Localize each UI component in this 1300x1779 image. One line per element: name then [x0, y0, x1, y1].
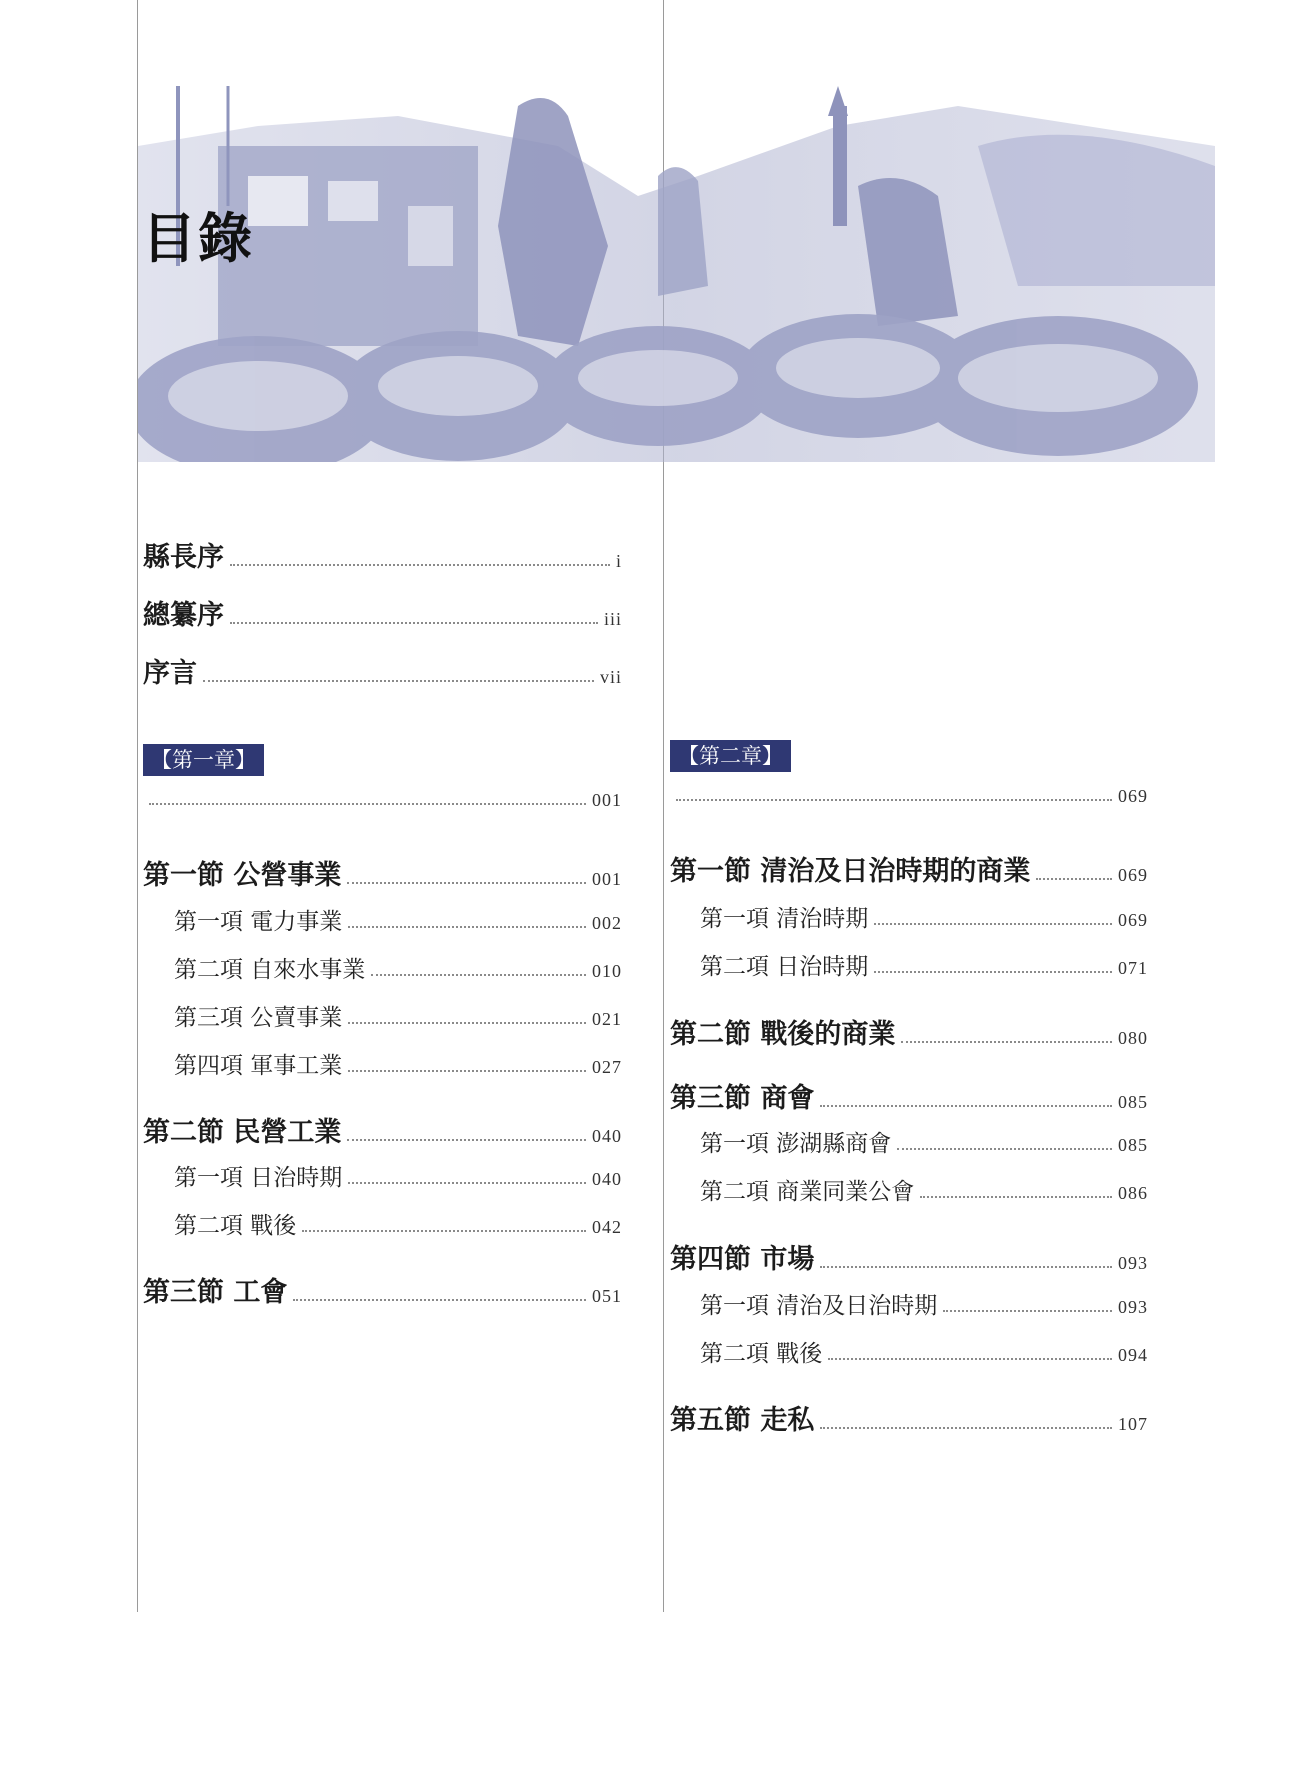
toc-entry-label: 第四項 軍事工業 — [174, 1053, 343, 1079]
dot-leader — [676, 799, 1112, 801]
toc-page-number: 093 — [1118, 1297, 1148, 1317]
toc-entry-label: 第三項 公賣事業 — [174, 1005, 343, 1031]
toc-page-number: 021 — [592, 1009, 622, 1029]
dot-leader — [897, 1148, 1112, 1150]
dot-leader — [347, 882, 586, 884]
chapter-2-tag: 【第二章】 — [670, 740, 791, 772]
dot-leader — [943, 1310, 1112, 1312]
chapter-1-title[interactable] — [143, 790, 622, 813]
toc-page-number: 107 — [1118, 1414, 1148, 1434]
toc-page-number: 042 — [592, 1217, 622, 1237]
toc-entry-label: 縣長序 — [143, 542, 224, 573]
toc-section-entry[interactable] — [143, 1110, 622, 1149]
toc-entry-label: 第一項 清治時期 — [700, 906, 869, 932]
toc-item-entry[interactable] — [700, 900, 1148, 933]
toc-page-number: vii — [599, 667, 622, 687]
dot-leader — [230, 622, 598, 624]
dot-leader — [1036, 878, 1112, 880]
toc-entry-label: 第二項 戰後 — [174, 1213, 297, 1239]
toc-item-entry[interactable] — [700, 1287, 1148, 1320]
toc-page-number: 051 — [592, 1286, 622, 1306]
toc-page-number: 040 — [592, 1169, 622, 1189]
dot-leader — [920, 1196, 1112, 1198]
dot-leader — [203, 680, 594, 682]
toc-section-entry[interactable] — [670, 1398, 1148, 1437]
toc-page-number: 080 — [1118, 1028, 1148, 1048]
dot-leader — [348, 1070, 586, 1072]
dot-leader — [149, 803, 586, 805]
toc-section-entry[interactable] — [143, 1270, 622, 1309]
toc-entry-label: 第一項 日治時期 — [174, 1165, 343, 1191]
dot-leader — [348, 1182, 586, 1184]
toc-entry-label: 第五節 走私 — [670, 1405, 815, 1436]
toc-item-entry[interactable] — [174, 951, 622, 984]
dot-leader — [347, 1139, 586, 1141]
toc-item-entry[interactable] — [174, 1207, 622, 1240]
harbor-banner-image — [138, 86, 1215, 462]
toc-entry-label: 第一項 澎湖縣商會 — [700, 1131, 892, 1157]
toc-page-number: 071 — [1118, 958, 1148, 978]
toc-section-entry[interactable] — [143, 853, 622, 892]
dot-leader — [874, 923, 1112, 925]
toc-entry-label: 第一項 電力事業 — [174, 909, 343, 935]
toc-page-number: i — [615, 551, 622, 571]
toc-entry-label: 第二項 日治時期 — [700, 954, 869, 980]
toc-page-number: 001 — [592, 869, 622, 889]
toc-entry-label: 第一節 公營事業 — [143, 860, 342, 891]
toc-item-entry[interactable] — [174, 1047, 622, 1080]
dot-leader — [820, 1266, 1112, 1268]
toc-item-entry[interactable] — [700, 948, 1148, 981]
toc-item-entry[interactable] — [174, 903, 622, 936]
toc-page-number: 010 — [592, 961, 622, 981]
toc-entry-label: 第四節 市場 — [670, 1244, 815, 1275]
toc-section-entry[interactable] — [670, 1012, 1148, 1051]
toc-item-entry[interactable] — [700, 1335, 1148, 1368]
dot-leader — [293, 1299, 586, 1301]
toc-section-entry[interactable] — [670, 1237, 1148, 1276]
toc-entry-label: 第一節 清治及日治時期的商業 — [670, 856, 1031, 887]
dot-leader — [820, 1427, 1112, 1429]
toc-item-entry[interactable] — [700, 1173, 1148, 1206]
toc-page-number: 040 — [592, 1126, 622, 1146]
toc-entry-label: 第二項 戰後 — [700, 1341, 823, 1367]
toc-entry-label: 序言 — [143, 658, 197, 689]
toc-page-number: 002 — [592, 913, 622, 933]
toc-page-number: iii — [603, 609, 622, 629]
front-matter-entry[interactable] — [143, 651, 622, 690]
toc-entry-label: 第二項 商業同業公會 — [700, 1179, 915, 1205]
front-matter-entry[interactable] — [143, 535, 622, 574]
chapter-1-tag: 【第一章】 — [143, 744, 264, 776]
toc-entry-label: 第三節 工會 — [143, 1277, 288, 1308]
toc-page-number: 085 — [1118, 1135, 1148, 1155]
toc-entry-label: 第二項 自來水事業 — [174, 957, 366, 983]
chapter-2-title[interactable] — [670, 786, 1148, 809]
toc-section-entry[interactable] — [670, 1076, 1148, 1115]
toc-page-number: 001 — [592, 790, 622, 810]
toc-entry-label: 第二節 戰後的商業 — [670, 1019, 896, 1050]
front-matter-entry[interactable] — [143, 593, 622, 632]
toc-page-number: 069 — [1118, 865, 1148, 885]
toc-entry-label: 第三節 商會 — [670, 1083, 815, 1114]
toc-entry-label: 總纂序 — [143, 600, 224, 631]
dot-leader — [820, 1105, 1112, 1107]
toc-item-entry[interactable] — [174, 999, 622, 1032]
toc-entry-label: 第二節 民營工業 — [143, 1117, 342, 1148]
toc-section-entry[interactable] — [670, 849, 1148, 888]
dot-leader — [230, 564, 610, 566]
toc-page-number: 085 — [1118, 1092, 1148, 1112]
toc-page-number: 094 — [1118, 1345, 1148, 1365]
dot-leader — [302, 1230, 586, 1232]
toc-entry-label: 第一項 清治及日治時期 — [700, 1293, 938, 1319]
toc-item-entry[interactable] — [700, 1125, 1148, 1158]
toc-page-number: 069 — [1118, 910, 1148, 930]
page-title: 目錄 — [142, 206, 254, 270]
toc-page-number: 093 — [1118, 1253, 1148, 1273]
dot-leader — [348, 1022, 586, 1024]
dot-leader — [348, 926, 586, 928]
toc-page-number: 069 — [1118, 786, 1148, 806]
dot-leader — [901, 1041, 1112, 1043]
dot-leader — [828, 1358, 1112, 1360]
dot-leader — [874, 971, 1112, 973]
toc-page-number: 086 — [1118, 1183, 1148, 1203]
toc-page-number: 027 — [592, 1057, 622, 1077]
dot-leader — [371, 974, 586, 976]
toc-item-entry[interactable] — [174, 1159, 622, 1192]
